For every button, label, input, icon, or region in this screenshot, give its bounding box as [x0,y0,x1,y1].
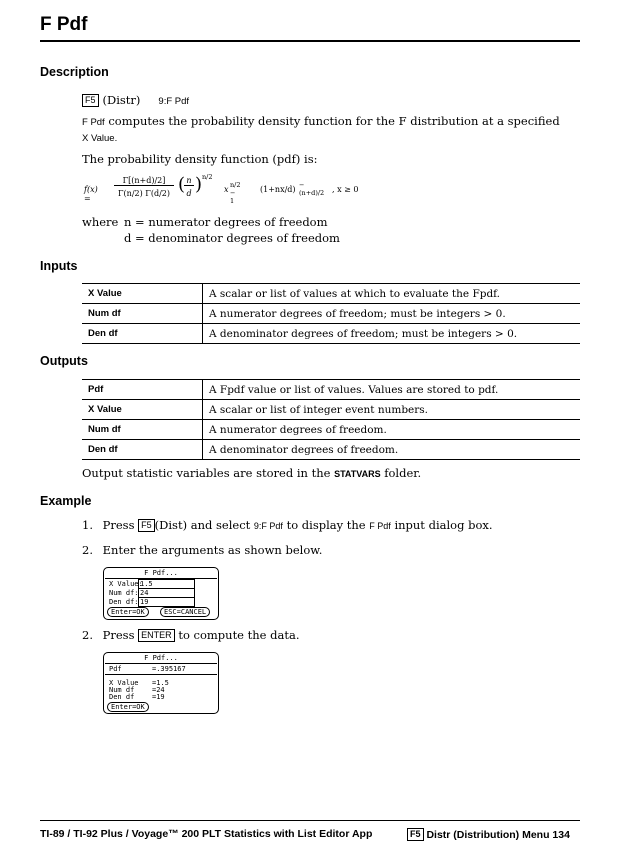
outputs-heading: Outputs [40,354,88,368]
formula-frac-d: d [186,189,192,198]
table-row [82,400,580,420]
outputs-note-pre: Output statistic variables are stored in the [82,466,331,480]
where-label: where [82,215,119,229]
table-row [82,420,580,440]
footer-rule [40,820,580,821]
enter-ok-button[interactable]: Enter=OK [107,702,149,712]
formula-exp2: n/2 − 1 [230,181,241,205]
f5-key: F5 [138,519,155,532]
outputs-table [82,379,580,460]
formula-exp1: n/2 [202,173,213,181]
example-heading: Example [40,494,92,508]
footer-right [407,828,570,841]
formula-numerator: Γ[(n+d)/2] [114,176,174,186]
field-label-numdf: Num df: [109,589,139,597]
fpdf-input-dialog-screen [103,567,219,620]
title-rule [40,40,580,42]
result-label-xvalue: X Value [109,679,139,687]
output-desc: A Fpdf value or list of values. Values are stored to pdf. [203,380,581,400]
output-name: Den df [82,440,203,460]
result-value-numdf: =24 [152,686,165,694]
table-row [82,284,580,304]
result-label-numdf: Num df [109,686,135,694]
pdf-value: =.395167 [152,665,186,673]
enter-key: ENTER [138,629,175,642]
pdf-label: Pdf [109,665,122,673]
table-row [82,440,580,460]
outputs-note-post: folder. [384,466,422,480]
input-name: X Value [82,284,203,304]
step-number: 2. [82,543,93,557]
table-row [82,380,580,400]
output-name: Pdf [82,380,203,400]
inputs-table [82,283,580,344]
input-desc: A denominator degrees of freedom; must be integers > 0. [203,324,581,344]
esc-cancel-button[interactable]: ESC=CANCEL [160,607,210,617]
footer-left: TI-89 / TI-92 Plus / Voyage™ 200 PLT Statistics with List Editor App [40,828,373,840]
formula-condition: , x ≥ 0 [332,185,359,194]
result-divider [105,674,217,675]
page-title: F Pdf [40,14,88,35]
numdf-input[interactable]: 24 [138,588,195,598]
input-desc: A numerator degrees of freedom; must be integers > 0. [203,304,581,324]
description-paragraph [82,114,562,146]
formula-paren-close: ) [195,174,203,195]
input-name: Num df [82,304,203,324]
table-row [82,304,580,324]
dialog-title: F Pdf... [144,569,178,577]
step-number: 2. [82,628,93,642]
output-name: X Value [82,400,203,420]
pdf-intro: The probability density function (pdf) is: [82,152,318,166]
description-text: computes the probability density function for the F distribution at a specified [108,114,560,128]
input-desc: A scalar or list of values at which to evaluate the Fpdf. [203,284,581,304]
where-d: d = denominator degrees of freedom [124,231,340,245]
menu-item: 9:F Pdf [158,96,190,107]
output-name: Num df [82,420,203,440]
step1-dialog-name: F Pdf [369,521,391,531]
formula-frac-n: n [184,176,194,186]
output-desc: A numerator degrees of freedom. [203,420,581,440]
step1-mid2: to display the [286,518,366,532]
fpdf-result-screen [103,652,219,714]
field-label-dendf: Den df: [109,598,139,606]
field-label-xvalue: X Value: [109,580,143,588]
formula-x: x [224,185,229,194]
step1-mid: (Dist) and select [154,518,251,532]
formula-exp3: −(n+d)/2 [299,181,325,197]
example-step-1 [82,518,493,534]
step2-text: Enter the arguments as shown below. [102,543,323,557]
table-row [82,324,580,344]
input-name: Den df [82,324,203,344]
step-number: 1. [82,518,93,532]
formula-denominator: Γ(n/2) Γ(d/2) [118,189,170,198]
formula-paren-open: ( [178,174,186,195]
menu-label: (Distr) [102,93,141,107]
output-desc: A denominator degrees of freedom. [203,440,581,460]
step1-pre: Press [102,518,135,532]
xvalue-field-ref: X Value. [82,133,118,144]
result-value-dendf: =19 [152,693,165,701]
result-title: F Pdf... [144,654,178,662]
result-title-rule [105,663,217,664]
result-value-xvalue: =1.5 [152,679,169,687]
inputs-heading: Inputs [40,259,78,273]
xvalue-input[interactable]: 1.5 [138,579,195,589]
fpdf-command: F Pdf [82,117,105,128]
outputs-note [82,466,421,482]
example-step-2 [82,543,322,558]
example-step-3 [82,628,300,643]
step3-post: to compute the data. [178,628,300,642]
statvars-folder: STATVARS [334,469,381,479]
step1-menu-item: 9:F Pdf [253,521,283,531]
step3-pre: Press [102,628,135,642]
formula-tail2: (1+nx/d) [260,185,296,194]
step1-post: input dialog box. [394,518,493,532]
where-n: n = numerator degrees of freedom [124,215,328,229]
footer-section: Distr (Distribution) Menu 134 [426,829,570,841]
menu-path [82,91,189,109]
f5-key: F5 [407,828,424,841]
dendf-input[interactable]: 19 [138,597,195,607]
description-heading: Description [40,65,109,79]
f5-key: F5 [82,94,99,107]
result-label-dendf: Den df [109,693,135,701]
formula-lhs: f(x) = [84,185,98,203]
enter-ok-button[interactable]: Enter=OK [107,607,149,617]
output-desc: A scalar or list of integer event numbers. [203,400,581,420]
